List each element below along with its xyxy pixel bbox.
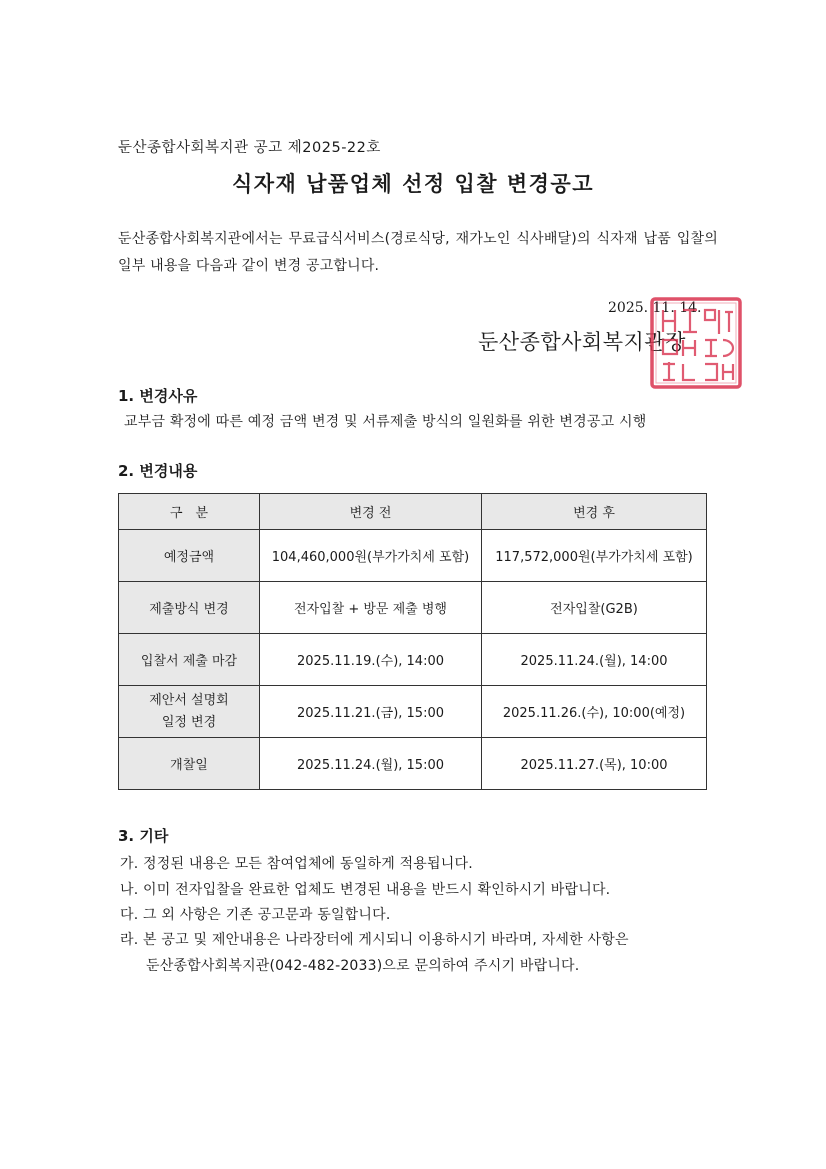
value-before: 2025.11.24.(월), 15:00	[260, 738, 482, 790]
value-before: 2025.11.21.(금), 15:00	[260, 686, 482, 738]
table-row	[119, 582, 707, 634]
issuer-name: 둔산종합사회복지관장	[478, 330, 686, 354]
row-label	[119, 686, 260, 738]
note-item: 나. 이미 전자입찰을 완료한 업체도 변경된 내용을 반드시 확인하시기 바랍니다.	[120, 882, 611, 898]
row-label-line2: 일정 변경	[161, 714, 217, 730]
section1-body: 교부금 확정에 따른 예정 금액 변경 및 서류제출 방식의 일원화를 위한 변경공고 시행	[124, 414, 647, 430]
value-before: 104,460,000원(부가가치세 포함)	[260, 530, 482, 582]
note-item: 라. 본 공고 및 제안내용은 나라장터에 게시되니 이용하시기 바라며, 자세한 사항은	[120, 932, 629, 948]
issue-date: 2025. 11. 14.	[608, 300, 702, 316]
value-before: 2025.11.19.(수), 14:00	[260, 634, 482, 686]
value-after: 2025.11.26.(수), 10:00(예정)	[482, 686, 707, 738]
value-after: 전자입찰(G2B)	[482, 582, 707, 634]
note-item: 가. 정정된 내용은 모든 참여업체에 동일하게 적용됩니다.	[120, 856, 473, 872]
document-title: 식자재 납품업체 선정 입찰 변경공고	[231, 172, 595, 196]
row-label: 입찰서 제출 마감	[119, 634, 260, 686]
changes-table	[118, 493, 707, 790]
note-item-continuation: 둔산종합사회복지관(042-482-2033)으로 문의하여 주시기 바랍니다.	[146, 958, 580, 974]
section1-title: 1. 변경사유	[118, 387, 198, 405]
notice-number: 둔산종합사회복지관 공고 제2025-22호	[118, 140, 381, 156]
value-before: 전자입찰 + 방문 제출 병행	[260, 582, 482, 634]
row-label: 제출방식 변경	[119, 582, 260, 634]
table-row	[119, 686, 707, 738]
value-after: 2025.11.24.(월), 14:00	[482, 634, 707, 686]
value-after: 2025.11.27.(목), 10:00	[482, 738, 707, 790]
note-item: 다. 그 외 사항은 기존 공고문과 동일합니다.	[120, 907, 391, 923]
table-row	[119, 738, 707, 790]
value-after: 117,572,000원(부가가치세 포함)	[482, 530, 707, 582]
table-row	[119, 530, 707, 582]
section2-title: 2. 변경내용	[118, 462, 198, 480]
section3-title: 3. 기타	[118, 827, 169, 845]
row-label-line1: 제안서 설명회	[149, 692, 229, 708]
table-row	[119, 634, 707, 686]
header-after: 변경 후	[482, 494, 707, 530]
intro-paragraph: 둔산종합사회복지관에서는 무료급식서비스(경로식당, 재가노인 식사배달)의 식자재 납품 입찰의 일부 내용을 다음과 같이 변경 공고합니다.	[118, 231, 718, 274]
row-label: 예정금액	[119, 530, 260, 582]
row-label: 개찰일	[119, 738, 260, 790]
table-header-row	[119, 494, 707, 530]
official-seal-icon	[649, 296, 743, 390]
header-category: 구 분	[119, 494, 260, 530]
header-before: 변경 전	[260, 494, 482, 530]
